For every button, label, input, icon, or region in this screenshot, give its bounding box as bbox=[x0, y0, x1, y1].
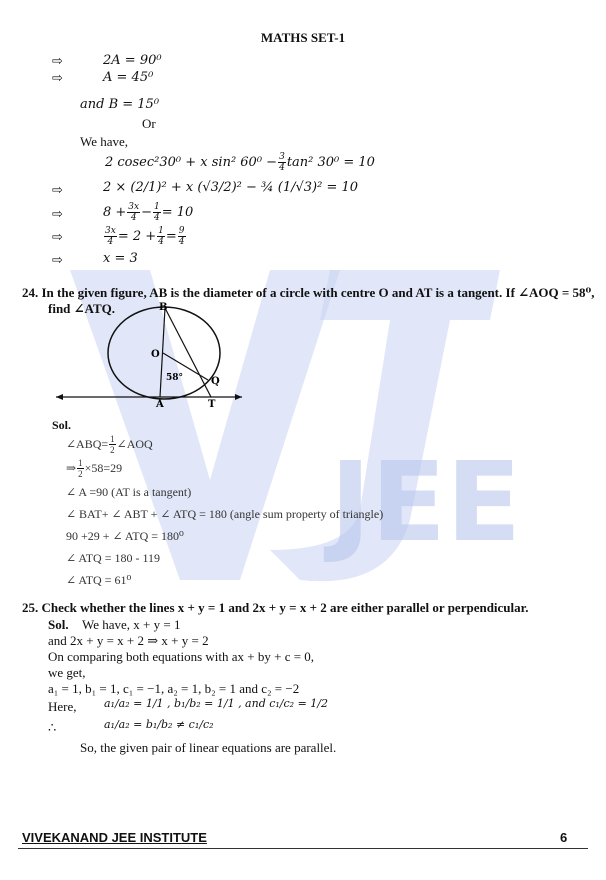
line-b: and B = 15⁰ bbox=[80, 97, 160, 112]
arrow-icon: ⇨ bbox=[52, 207, 63, 222]
or-text: Or bbox=[142, 116, 156, 131]
label-a: A bbox=[156, 399, 164, 410]
sol-label-24: Sol. bbox=[52, 418, 72, 432]
arrow-icon: ⇨ bbox=[52, 71, 63, 86]
sol-24-step5: 90 +29 + ∠ ATQ = 180⁰ bbox=[66, 529, 184, 543]
line-2a: 2A = 90⁰ bbox=[103, 53, 162, 68]
equation-1: 2 cosec²30⁰ + x sin² 60⁰ − $\frac{3}{4}$ tan² 30⁰ = 10 bbox=[105, 152, 375, 173]
here-text: Here, bbox=[48, 699, 77, 714]
label-q: Q bbox=[211, 376, 220, 387]
sol-25-line3: On comparing both equations with ax + by + c = 0, bbox=[48, 649, 315, 664]
sol-24-step3: ∠ A =90 (AT is a tangent) bbox=[66, 485, 192, 499]
therefore-symbol: ∴ bbox=[48, 720, 57, 735]
label-o: O bbox=[151, 349, 160, 360]
sol-25-conclusion: So, the given pair of linear equations are parallel. bbox=[80, 740, 337, 755]
sol-24-step4: ∠ BAT+ ∠ ABT + ∠ ATQ = 180 (angle sum property of triangle) bbox=[66, 507, 384, 521]
sol-24-step1: ∠ABQ= $\frac{1}{2}$ ∠AOQ bbox=[66, 434, 153, 455]
sol-25-line1: We have, x + y = 1 bbox=[82, 617, 181, 632]
page-title: MATHS SET-1 bbox=[260, 30, 346, 45]
footer-divider bbox=[18, 848, 588, 849]
sol-24-step7: ∠ ATQ = 61⁰ bbox=[66, 573, 132, 587]
sol-25-line5: a₁ = 1, b₁ = 1, c₁ = −1, a₂ = 1, b₂ = 1 and c₂ = −2 bbox=[48, 681, 300, 696]
arrow-icon: ⇨ bbox=[52, 253, 63, 268]
sol-25-line2: and 2x + y = x + 2 ⇒ x + y = 2 bbox=[48, 633, 209, 648]
question-25: 25. Check whether the lines x + y = 1 and 2x + y = x + 2 are either parallel or perpendicular. bbox=[22, 600, 529, 615]
we-have-text: We have, bbox=[80, 134, 129, 149]
equation-3: 8 + $\frac{3x}{4}$ − $\frac{1}{4}$ = 10 bbox=[103, 202, 194, 223]
question-24-line2: find ∠ATQ. bbox=[48, 301, 115, 316]
circle-figure bbox=[46, 300, 246, 410]
sol-24-step6: ∠ ATQ = 180 - 119 bbox=[66, 551, 161, 565]
label-b: B bbox=[159, 302, 168, 313]
arrow-icon: ⇨ bbox=[52, 230, 63, 245]
label-t: T bbox=[208, 399, 216, 410]
sol-25-line4: we get, bbox=[48, 665, 86, 680]
equation-4: $\frac{3x}{4}$ = 2 + $\frac{1}{4}$ = $\frac{9}{4}$ bbox=[105, 226, 185, 247]
sol-25-line7: a₁/a₂ = b₁/b₂ ≠ c₁/c₂ bbox=[104, 718, 214, 731]
line-a: A = 45⁰ bbox=[103, 70, 154, 85]
sol-24-step2: ⇒ $\frac{1}{2}$ ×58=29 bbox=[66, 458, 123, 479]
sol-25-line6: a₁/a₂ = 1/1 , b₁/b₂ = 1/1 , and c₁/c₂ = 1/2 bbox=[104, 697, 328, 710]
arrow-icon: ⇨ bbox=[52, 54, 63, 69]
footer-page-number: 6 bbox=[560, 830, 568, 845]
equation-2: 2 × (2/1)² + x (√3/2)² − ¾ (1/√3)² = 10 bbox=[103, 180, 359, 195]
equation-5: x = 3 bbox=[103, 251, 138, 266]
watermark-jee: JEE bbox=[330, 438, 522, 566]
label-angle: 58° bbox=[166, 373, 184, 383]
footer-institute: VIVEKANAND JEE INSTITUTE bbox=[22, 830, 207, 845]
arrow-icon: ⇨ bbox=[52, 183, 63, 198]
sol-label-25: Sol. bbox=[48, 617, 69, 632]
question-24: 24. In the given figure, AB is the diameter of a circle with centre O and AT is a tangent. If ∠AOQ = 58⁰, bbox=[22, 285, 595, 300]
